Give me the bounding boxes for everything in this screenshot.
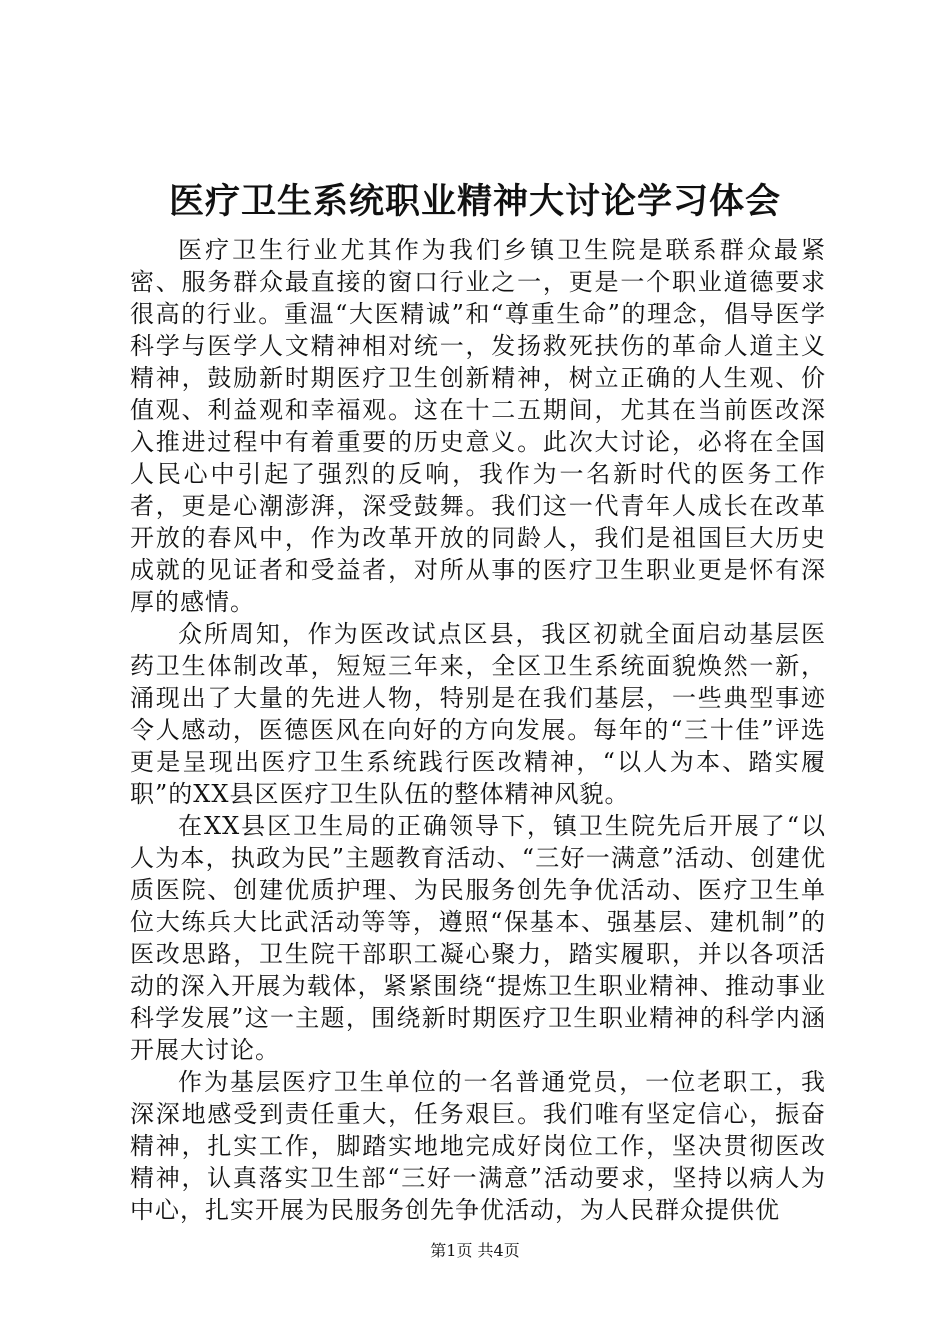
paragraph-2: 众所周知，作为医改试点区县，我区初就全面启动基层医药卫生体制改革，短短三年来，全区卫生系统面貌焕然一新，涌现出了大量的先进人物，特别是在我们基层，一些典型事迹令人感动，医德医风在向好的方向发展。每年的“三十佳”评选更是呈现出医疗卫生系统践行医改精神，“以人为本、踏实履职”的XX县区医疗卫生队伍的整体精神风貌。 — [130, 620, 826, 808]
paragraph-1: 医疗卫生行业尤其作为我们乡镇卫生院是联系群众最紧密、服务群众最直接的窗口行业之一，更是一个职业道德要求很高的行业。重温“大医精诚”和“尊重生命”的理念，倡导医学科学与医学人文精神相对统一，发扬救死扶伤的革命人道主义精神，鼓励新时期医疗卫生创新精神，树立正确的人生观、价值观、利益观和幸福观。这在十二五期间，尤其在当前医改深入推进过程中有着重要的历史意义。此次大讨论，必将在全国人民心中引起了强烈的反响，我作为一名新时代的医务工作者，更是心潮澎湃，深受鼓舞。我们这一代青年人成长在改革开放的春风中，作为改革开放的同龄人，我们是祖国巨大历史成就的见证者和受益者，对所从事的医疗卫生职业更是怀有深厚的感情。 — [130, 236, 826, 616]
document-body — [130, 234, 826, 1226]
document-title: 医疗卫生系统职业精神大讨论学习体会 — [168, 181, 781, 222]
page-number-footer: 第1页 共4页 — [430, 1241, 520, 1260]
paragraph-4: 作为基层医疗卫生单位的一名普通党员，一位老职工，我深深地感受到责任重大，任务艰巨。我们唯有坚定信心，振奋精神，扎实工作，脚踏实地地完成好岗位工作，坚决贯彻医改精神，认真落实卫生部“三好一满意”活动要求，坚持以病人为中心，扎实开展为民服务创先争优活动，为人民群众提供优 — [130, 1068, 826, 1224]
paragraph-3: 在XX县区卫生局的正确领导下，镇卫生院先后开展了“以人为本，执政为民”主题教育活动、“三好一满意”活动、创建优质医院、创建优质护理、为民服务创先争优活动、医疗卫生单位大练兵大比武活动等等，遵照“保基本、强基层、建机制”的医改思路，卫生院干部职工凝心聚力，踏实履职，并以各项活动的深入开展为载体，紧紧围绕“提炼卫生职业精神、推动事业科学发展”这一主题，围绕新时期医疗卫生职业精神的科学内涵开展大讨论。 — [130, 812, 826, 1064]
